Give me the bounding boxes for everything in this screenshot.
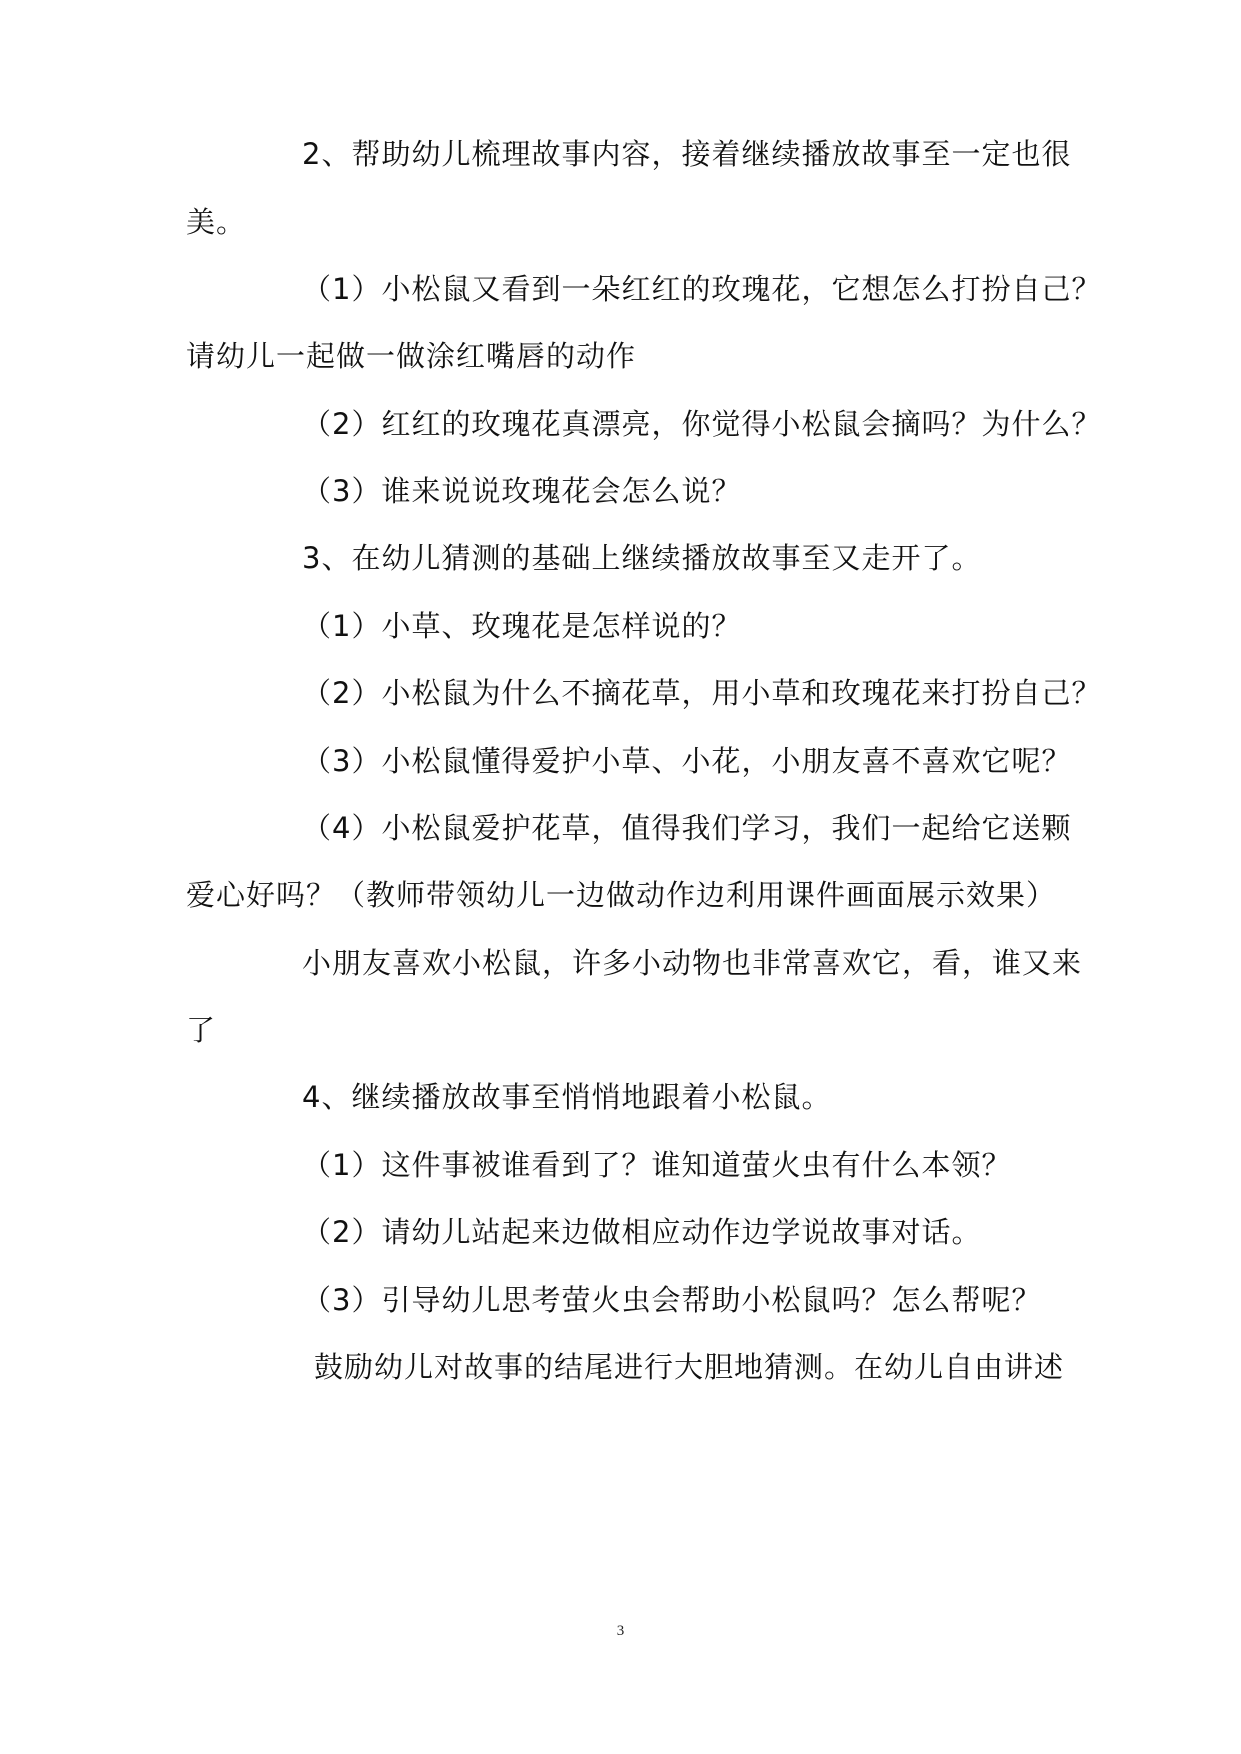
paragraph-line-14: 了: [186, 1013, 217, 1047]
paragraph-line-7: 3、在幼儿猜测的基础上继续播放故事至又走开了。: [302, 541, 982, 575]
paragraph-line-13: 小朋友喜欢小松鼠，许多小动物也非常喜欢它，看，谁又来: [302, 946, 1083, 980]
paragraph-line-16: （1）这件事被谁看到了？谁知道萤火虫有什么本领？: [302, 1148, 1012, 1182]
paragraph-line-6: （3）谁来说说玫瑰花会怎么说？: [302, 474, 742, 508]
paragraph-line-4: 请幼儿一起做一做涂红嘴唇的动作: [186, 339, 637, 373]
paragraph-line-12: 爱心好吗？（教师带领幼儿一边做动作边利用课件画面展示效果）: [186, 878, 1057, 912]
paragraph-line-11: （4）小松鼠爱护花草，值得我们学习，我们一起给它送颗: [302, 811, 1072, 845]
paragraph-line-17: （2）请幼儿站起来边做相应动作边学说故事对话。: [302, 1215, 982, 1249]
paragraph-line-5: （2）红红的玫瑰花真漂亮，你觉得小松鼠会摘吗？为什么？: [302, 407, 1102, 441]
paragraph-line-19: 鼓励幼儿对故事的结尾进行大胆地猜测。在幼儿自由讲述: [314, 1350, 1065, 1384]
paragraph-line-18: （3）引导幼儿思考萤火虫会帮助小松鼠吗？怎么帮呢？: [302, 1283, 1042, 1317]
page-number: 3: [616, 1623, 625, 1639]
paragraph-line-3: （1）小松鼠又看到一朵红红的玫瑰花，它想怎么打扮自己？: [302, 272, 1102, 306]
paragraph-line-8: （1）小草、玫瑰花是怎样说的？: [302, 609, 742, 643]
paragraph-line-10: （3）小松鼠懂得爱护小草、小花，小朋友喜不喜欢它呢？: [302, 744, 1072, 778]
paragraph-line-2: 美。: [186, 205, 247, 239]
paragraph-line-1: 2、帮助幼儿梳理故事内容，接着继续播放故事至一定也很: [302, 137, 1072, 171]
paragraph-line-9: （2）小松鼠为什么不摘花草，用小草和玫瑰花来打扮自己？: [302, 676, 1102, 710]
paragraph-line-15: 4、继续播放故事至悄悄地跟着小松鼠。: [302, 1080, 832, 1114]
